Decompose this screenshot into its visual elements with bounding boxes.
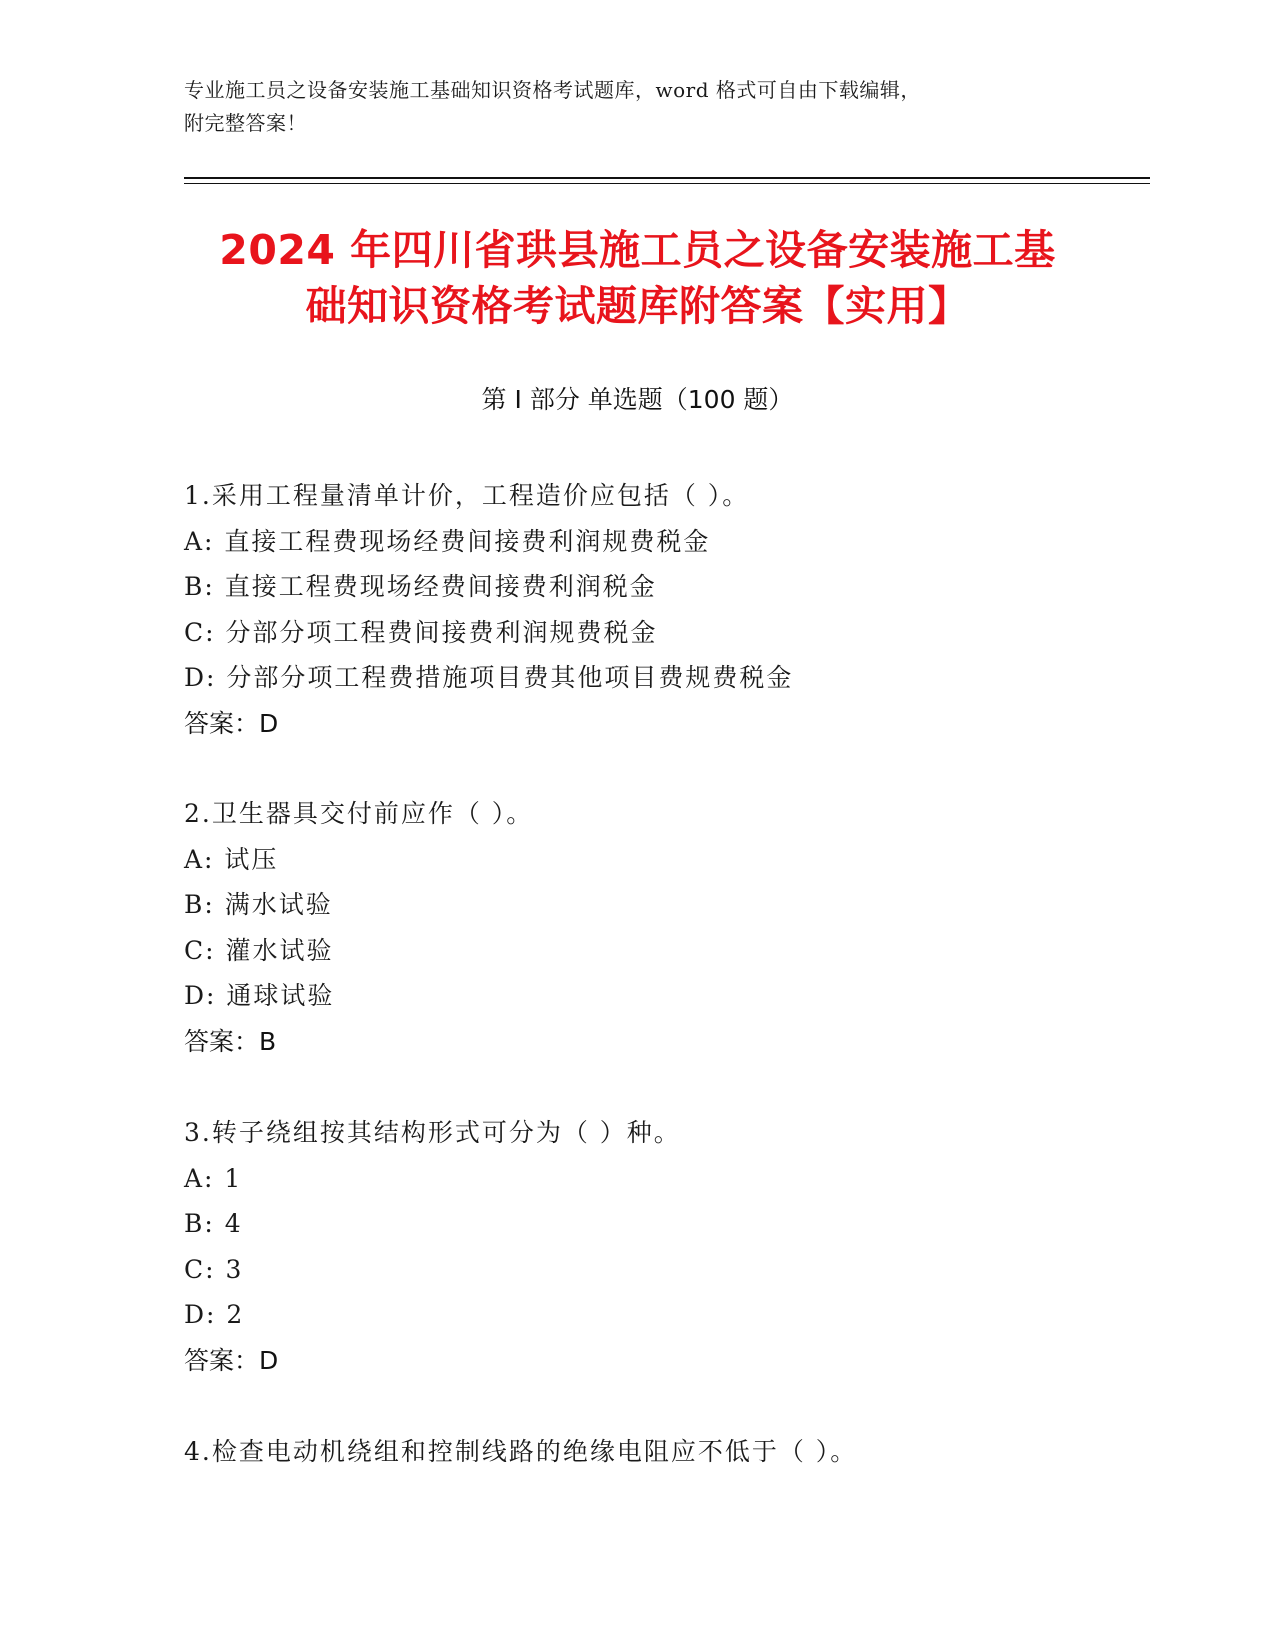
- header-note-line-2: 附完整答案！: [184, 111, 307, 135]
- option-a: A: 直接工程费现场经费间接费利润规费税金: [184, 526, 711, 556]
- option-a: A: 试压: [184, 844, 279, 874]
- answer: 答案：B: [184, 1026, 277, 1056]
- header-note: [184, 74, 1084, 140]
- header-note-line-1: 专业施工员之设备安装施工基础知识资格考试题库，word 格式可自由下载编辑，: [184, 78, 921, 102]
- option-b: B: 直接工程费现场经费间接费利润税金: [184, 572, 657, 601]
- question-stem: 2.卫生器具交付前应作（ ）。: [184, 799, 534, 828]
- document-title-line-1: 2024 年四川省珙县施工员之设备安装施工基: [219, 226, 1056, 274]
- option-d: D: 2: [184, 1300, 245, 1329]
- option-c: C: 分部分项工程费间接费利润规费税金: [184, 617, 658, 647]
- answer: 答案：D: [184, 708, 279, 738]
- answer: 答案：D: [184, 1345, 279, 1375]
- option-d: D: 通球试验: [184, 981, 335, 1010]
- question-3: [184, 1110, 1144, 1383]
- option-c: C: 灌水试验: [184, 935, 334, 965]
- option-d: D: 分部分项工程费措施项目费其他项目费规费税金: [184, 663, 794, 692]
- option-b: B: 4: [184, 1209, 243, 1238]
- question-stem: 3.转子绕组按其结构形式可分为（ ）种。: [184, 1118, 681, 1147]
- question-stem: 4.检查电动机绕组和控制线路的绝缘电阻应不低于（ ）。: [184, 1437, 858, 1466]
- question-2: [184, 791, 1144, 1064]
- question-stem: 1.采用工程量清单计价，工程造价应包括（ ）。: [184, 481, 750, 510]
- option-b: B: 满水试验: [184, 890, 333, 919]
- question-1: [184, 473, 1144, 746]
- option-a: A: 1: [184, 1163, 243, 1193]
- header-rule-thin: [184, 183, 1150, 184]
- document-title-line-2: 础知识资格考试题库附答案【实用】: [305, 282, 970, 330]
- option-c: C: 3: [184, 1254, 244, 1284]
- document-title: [150, 222, 1125, 334]
- header-rule-thick: [184, 177, 1150, 179]
- section-heading: 第 I 部分 单选题（100 题）: [481, 385, 794, 414]
- question-4: [184, 1429, 1144, 1475]
